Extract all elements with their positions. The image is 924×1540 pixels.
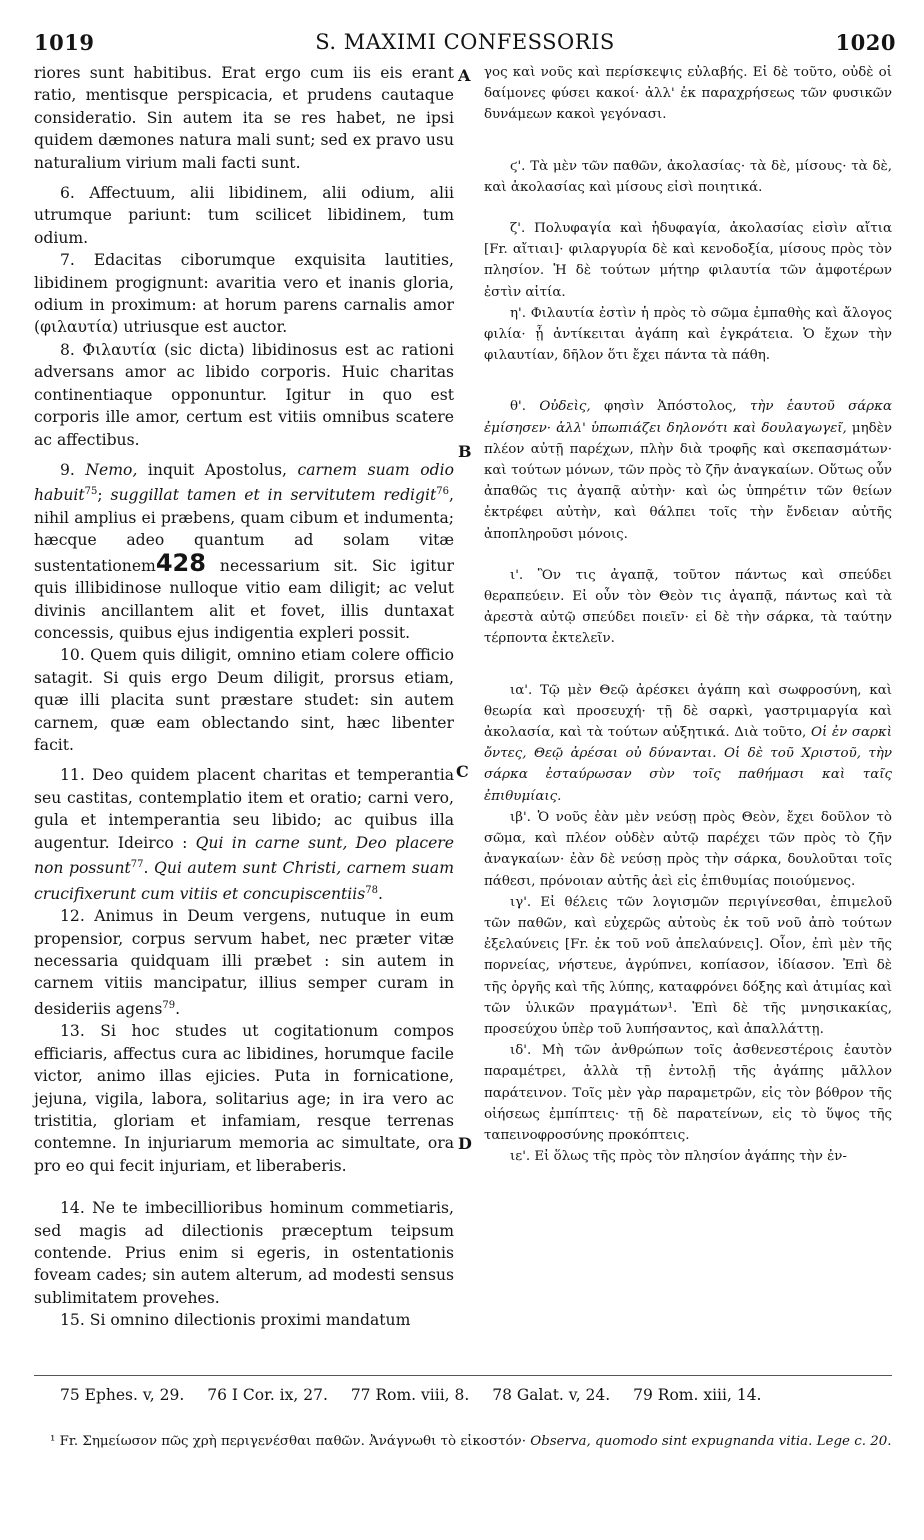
greek-column xyxy=(484,62,892,1167)
greek-paragraph-8: η'. Φιλαυτία ἐστὶν ἡ πρὸς τὸ σῶμα ἐμπαθὴς καὶ ἄλογος φιλία· ᾗ ἀντίκειται ἀγάπη καὶ ἐγκράτεια. Ὁ ἔχων τὴν φιλαυτίαν, δῆλον ὅτι ἔχει πάντα τὰ πάθη. xyxy=(484,305,892,364)
footnote-ref: 75 Ephes. v, 29. xyxy=(60,1386,185,1404)
scripture-references xyxy=(60,1386,900,1404)
greek-paragraph-12: ιβ'. Ὁ νοῦς ἐὰν μὲν νεύσῃ πρὸς Θεὸν, ἔχει δοῦλον τὸ σῶμα, καὶ πλέον οὐδὲν αὐτῷ παρέχει τῶν πρὸς τὸ ζῆν ἀναγκαίων· ἐὰν δὲ νεύσῃ πρὸς τὴν σάρκα, δουλοῦται τοῖς πάθεσι, πρόνοιαν αὐτῆς ἀεὶ εἰς ἐπιθυμίας ποιούμενος. xyxy=(484,809,892,889)
latin-paragraph-8: 8. Φιλαυτία (sic dicta) libidinosus est ac rationi adversans amor ac libido corporis. Huic charitas continentiaque opponuntur. Igitur in quo est corporis ille amor, certum est vitiis omnibus scatere ac affectibus. xyxy=(34,340,454,449)
greek-paragraph-13: ιγ'. Εἰ θέλεις τῶν λογισμῶν περιγίνεσθαι, ἐπιμελοῦ τῶν παθῶν, καὶ εὐχερῶς αὐτοὺς ἐκ τοῦ νοῦ ἀπὸ τούτων ἐξελαύνεις [Fr. ἐκ τοῦ νοῦ ἀπελαύνεις]. Οἷον, ἐπὶ μὲν τῆς πορνείας, νήστευε, ἀγρύπνει, κοπίασον, ἰδίασον. Ἐπὶ δὲ τῆς ὀργῆς καὶ τῆς λύπης, καταφρόνει δόξης καὶ ἀτιμίας καὶ τῶν ὑλικῶν πραγμάτων¹. Ἐπὶ δὲ τῆς μνησικακίας, προσεύχου ὑπὲρ τοῦ λυπήσαντος, καὶ ἀπαλλάττῃ. xyxy=(484,894,892,1037)
page-number-right: 1020 xyxy=(835,30,896,55)
greek-paragraph-14: ιδ'. Μὴ τῶν ἀνθρώπων τοῖς ἀσθενεστέροις ἑαυτὸν παραμέτρει, ἀλλὰ τῇ ἐντολῇ τῆς ἀγάπης μᾶλλον παράτεινον. Τοῖς μὲν γὰρ παραμετρῶν, εἰς τὸν βόθρον τῆς οἰήσεως ἐμπίπτεις· τῇ δὲ παρατείνων, εἰς τὸ ὕψος τῆς ταπεινοφροσύνης προκόπτεις. xyxy=(484,1043,892,1143)
running-title: S. MAXIMI CONFESSORIS xyxy=(315,30,615,54)
latin-paragraph-14: 14. Ne te imbecillioribus hominum commetiaris, sed magis ad dilectionis præceptum teipsum contende. Prius enim si egeris, in ostentationis foveam cades; sin autem alterum, ad modesti sensus sublimitatem provehes. xyxy=(34,1199,454,1307)
latin-paragraph-13: 13. Si hoc studes ut cogitationum compos efficiaris, affectus cura ac libidines, horumque facile victor, animo illas ejicies. Puta in fornicatione, jejuna, vigila, labora, solitarius age; in ira vero ac tristitia, gloriam et infamiam, resque terrenas contemne. In injuriarum memoria ac simultate, ora pro eo qui fecit injuriam, et liberaberis. xyxy=(34,1022,454,1175)
greek-paragraph-10: ι'. Ὃν τις ἀγαπᾷ, τοῦτον πάντως καὶ σπεύδει θεραπεύειν. Εἰ οὖν τὸν Θεὸν τις ἀγαπᾷ, πάντως καὶ τὰ ἀρεστὰ αὐτῷ σπεύδει ποιεῖν· εἰ δὲ τὴν σάρκα, τὰ ταύτην τέρποντα ἐκτελεῖν. xyxy=(484,567,892,647)
latin-paragraph-9: 9. Nemo, inquit Apostolus, carnem suam odio habuit$^{75}$; suggillat tamen et in servitutem redigit$^{76}$, nihil amplius ei præbens, quam cibum et indumenta; hæcque adeo quantum ad solam vitæ sustentationem428 necessarium sit. Sic igitur quis illibidinose nulloque vitio eam diligit; ac velut divinis ancillantem alit et fovet, illis duntaxat concessis, quibus ejus indigentia expleri possit. xyxy=(34,460,454,642)
margin-letter-d: D xyxy=(458,1134,472,1153)
footnote-ref: 79 Rom. xiii, 14. xyxy=(633,1386,762,1404)
greek-paragraph-11: ια'. Τῷ μὲν Θεῷ ἀρέσκει ἀγάπη καὶ σωφροσύνη, καὶ θεωρία καὶ προσευχή· τῇ δὲ σαρκὶ, γαστριμαργία καὶ ἀκολασία, καὶ τὰ τούτων αὐξητικά. Διὰ τοῦτο, Οἱ ἐν σαρκὶ ὄντες, Θεῷ ἀρέσαι οὐ δύνανται. Οἱ δὲ τοῦ Χριστοῦ, τὴν σάρκα ἐσταύρωσαν σὺν τοῖς παθήμασι καὶ ταῖς ἐπιθυμίαις. xyxy=(484,682,893,804)
editorial-footnote: ¹ Fr. Σημείωσον πῶς χρὴ περιγενέσθαι παθῶν. Ἀνάγνωθι τὸ εἰκοστόν· Observa, quomodo sint expugnanda vitia. Lege c. 20. xyxy=(50,1434,892,1449)
greek-paragraph-9: θ'. Οὐδεὶς, φησὶν Ἀπόστολος, τὴν ἑαυτοῦ σάρκα ἐμίσησεν· ἀλλ' ὑπωπιάζει δηλονότι καὶ δουλαγωγεῖ, μηδὲν πλέον αὐτῇ παρέχων, πλὴν διὰ τροφῆς καὶ σκεπασμάτων· καὶ τούτων μόνων, τῶν πρὸς τὸ ζῆν ἀναγκαίων. Οὕτως οὖν ἀπαθῶς τις ἀγαπᾷ αὐτὴν· καὶ ὡς ὑπηρέτιν τῶν θείων ἐκτρέφει αὐτὴν, καὶ θάλπει τοῖς τὴν ἔνδειαν αὐτῆς ἀποπληροῦσι μόνοις. xyxy=(484,399,892,542)
latin-column xyxy=(34,62,454,1332)
latin-paragraph-0: riores sunt habitibus. Erat ergo cum iis eis erant ratio, mentisque perspicacia, et prudens cautaque consideratio. Sin autem ita se res habet, ne ipsi quidem dæmones natura mali sunt; sed ex pravo usu naturalium virium mali facti sunt. xyxy=(34,64,454,172)
latin-paragraph-12: 12. Animus in Deum vergens, nutuque in eum propensior, corpus servum habet, nec præter vitæ necessaria quidquam illi præbet : sin autem in carnem vitiis mancipatur, illius semper curam in desideriis agens$^{79}$. xyxy=(34,907,454,1018)
latin-paragraph-10: 10. Quem quis diligit, omnino etiam colere officio satagit. Si quis ergo Deum diligit, prorsus etiam, quæ illi placita sunt præstare studet: sin autem carnem, quæ eam oblectando sint, hæc libenter facit. xyxy=(34,646,454,754)
column-number-marker: 428 xyxy=(155,548,206,577)
margin-letter-b: B xyxy=(458,442,472,461)
latin-paragraph-6: 6. Affectuum, alii libidinem, alii odium, alii utrumque pariunt: tum scilicet libidinem, tum odium. xyxy=(34,184,454,247)
margin-letter-a: A xyxy=(458,66,471,85)
greek-paragraph-6: ϛ'. Τὰ μὲν τῶν παθῶν, ἀκολασίας· τὰ δὲ, μίσους· τὰ δὲ, καὶ ἀκολασίας καὶ μίσους εἰσὶ ποιητικά. xyxy=(484,158,892,195)
page-header xyxy=(34,30,896,66)
footnote-divider xyxy=(34,1375,892,1376)
margin-letter-c: C xyxy=(456,762,469,781)
latin-paragraph-15: 15. Si omnino dilectionis proximi mandatum xyxy=(60,1311,411,1330)
greek-paragraph-0: γος καὶ νοῦς καὶ περίσκεψις εὐλαβής. Εἰ δὲ τοῦτο, οὐδὲ οἱ δαίμονες φύσει κακοί· ἀλλ' ἐκ παραχρήσεως τῶν φυσικῶν δυνάμεων κακοὶ γεγόνασι. xyxy=(484,65,892,123)
greek-paragraph-7: ζ'. Πολυφαγία καὶ ἡδυφαγία, ἀκολασίας εἰσὶν αἴτια [Fr. αἴτιαι]· φιλαργυρία δὲ καὶ κενοδοξία, μίσους πρὸς τὸν πλησίον. Ἡ δὲ τούτων μήτηρ φιλαυτία τῶν ἀμφοτέρων ἐστὶν αἰτία. xyxy=(484,221,892,300)
footnote-ref: 76 I Cor. ix, 27. xyxy=(207,1386,328,1404)
greek-paragraph-15: ιε'. Εἰ ὅλως τῆς πρὸς τὸν πλησίον ἀγάπης τὴν ἐν- xyxy=(510,1149,847,1165)
latin-paragraph-7: 7. Edacitas ciborumque exquisita lautities, libidinem progignunt: avaritia vero et inanis gloria, odium in proximum: at horum parens carnalis amor (φιλαυτία) utriusque est auctor. xyxy=(34,251,454,337)
footnote-ref: 77 Rom. viii, 8. xyxy=(350,1386,470,1404)
page-number-left: 1019 xyxy=(34,30,95,55)
footnote-ref: 78 Galat. v, 24. xyxy=(492,1386,611,1404)
latin-paragraph-11: 11. Deo quidem placent charitas et temperantia seu castitas, contemplatio item et oratio; carni vero, gula et intemperantia seu libido; ac quibus illa augentur. Ideirco : Qui in carne sunt, Deo placere non possunt$^{77}$. Qui autem sunt Christi, carnem suam crucifixerunt cum vitiis et concupiscentiis$^{78}$. xyxy=(34,766,454,903)
